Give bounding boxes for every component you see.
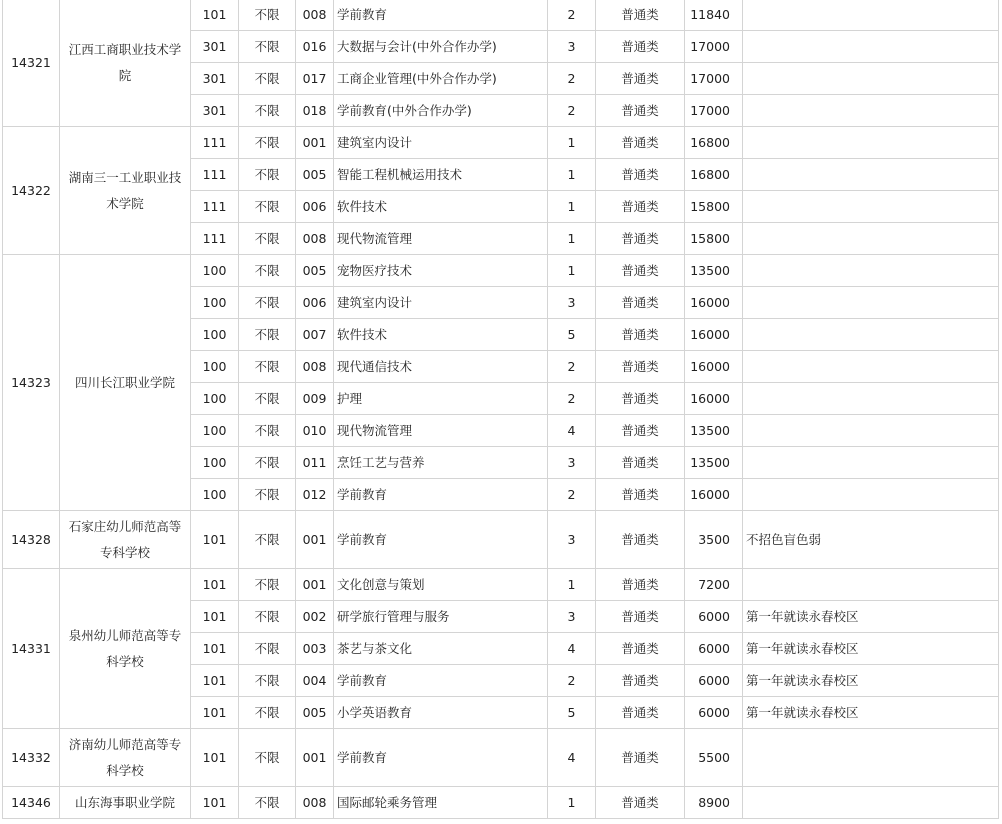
school-name-cell: 泉州幼儿师范高等专科学校 [60,569,191,729]
remark-cell [743,191,999,223]
group-code-cell: 101 [191,0,239,31]
school-name-cell: 济南幼儿师范高等专科学校 [60,729,191,787]
school-name-cell: 石家庄幼儿师范高等专科学校 [60,511,191,569]
table-row [3,729,999,787]
major-name-cell: 小学英语教育 [334,697,548,729]
plan-count-cell: 2 [548,95,596,127]
major-code-cell: 006 [296,191,334,223]
category-cell: 普通类 [596,633,685,665]
group-code-cell: 100 [191,479,239,511]
tuition-fee-cell: 6000 [685,601,743,633]
category-cell: 普通类 [596,729,685,787]
subject-requirement-cell: 不限 [239,633,296,665]
remark-cell [743,569,999,601]
group-code-cell: 101 [191,697,239,729]
major-code-cell: 008 [296,351,334,383]
tuition-fee-cell: 16800 [685,159,743,191]
subject-requirement-cell: 不限 [239,697,296,729]
major-name-cell: 智能工程机械运用技术 [334,159,548,191]
remark-cell: 第一年就读永春校区 [743,697,999,729]
category-cell: 普通类 [596,223,685,255]
major-name-cell: 烹饪工艺与营养 [334,447,548,479]
category-cell: 普通类 [596,383,685,415]
subject-requirement-cell: 不限 [239,447,296,479]
group-code-cell: 100 [191,447,239,479]
category-cell: 普通类 [596,415,685,447]
major-code-cell: 016 [296,31,334,63]
tuition-fee-cell: 6000 [685,697,743,729]
table-row [3,511,999,569]
major-name-cell: 学前教育 [334,0,548,31]
major-name-cell: 国际邮轮乘务管理 [334,787,548,819]
admission-plan-table [2,0,999,819]
major-name-cell: 茶艺与茶文化 [334,633,548,665]
group-code-cell: 301 [191,95,239,127]
remark-cell [743,287,999,319]
major-code-cell: 017 [296,63,334,95]
group-code-cell: 111 [191,223,239,255]
school-code-cell: 14332 [3,729,60,787]
remark-cell [743,729,999,787]
group-code-cell: 101 [191,569,239,601]
major-code-cell: 006 [296,287,334,319]
major-name-cell: 软件技术 [334,191,548,223]
major-code-cell: 005 [296,255,334,287]
subject-requirement-cell: 不限 [239,479,296,511]
school-code-cell: 14328 [3,511,60,569]
category-cell: 普通类 [596,447,685,479]
table-row [3,255,999,287]
remark-cell [743,0,999,31]
major-name-cell: 文化创意与策划 [334,569,548,601]
category-cell: 普通类 [596,511,685,569]
category-cell: 普通类 [596,665,685,697]
subject-requirement-cell: 不限 [239,63,296,95]
school-code-cell: 14323 [3,255,60,511]
plan-count-cell: 2 [548,665,596,697]
tuition-fee-cell: 13500 [685,415,743,447]
major-name-cell: 学前教育 [334,479,548,511]
group-code-cell: 100 [191,319,239,351]
group-code-cell: 100 [191,415,239,447]
category-cell: 普通类 [596,31,685,63]
subject-requirement-cell: 不限 [239,95,296,127]
table-row [3,127,999,159]
major-code-cell: 001 [296,127,334,159]
school-code-cell: 14321 [3,0,60,127]
tuition-fee-cell: 3500 [685,511,743,569]
table-body [3,0,999,819]
major-name-cell: 现代物流管理 [334,415,548,447]
major-code-cell: 005 [296,159,334,191]
remark-cell [743,351,999,383]
school-name-cell: 四川长江职业学院 [60,255,191,511]
major-name-cell: 现代物流管理 [334,223,548,255]
major-code-cell: 003 [296,633,334,665]
major-name-cell: 学前教育 [334,665,548,697]
remark-cell [743,127,999,159]
group-code-cell: 101 [191,633,239,665]
major-code-cell: 007 [296,319,334,351]
major-name-cell: 大数据与会计(中外合作办学) [334,31,548,63]
group-code-cell: 101 [191,511,239,569]
remark-cell [743,31,999,63]
school-name-cell: 湖南三一工业职业技术学院 [60,127,191,255]
subject-requirement-cell: 不限 [239,191,296,223]
category-cell: 普通类 [596,351,685,383]
category-cell: 普通类 [596,191,685,223]
major-name-cell: 护理 [334,383,548,415]
tuition-fee-cell: 16800 [685,127,743,159]
remark-cell [743,319,999,351]
subject-requirement-cell: 不限 [239,0,296,31]
subject-requirement-cell: 不限 [239,159,296,191]
school-name-cell: 山东海事职业学院 [60,787,191,819]
group-code-cell: 111 [191,127,239,159]
tuition-fee-cell: 7200 [685,569,743,601]
remark-cell: 不招色盲色弱 [743,511,999,569]
tuition-fee-cell: 13500 [685,447,743,479]
tuition-fee-cell: 15800 [685,223,743,255]
category-cell: 普通类 [596,569,685,601]
remark-cell: 第一年就读永春校区 [743,665,999,697]
tuition-fee-cell: 8900 [685,787,743,819]
remark-cell: 第一年就读永春校区 [743,601,999,633]
major-name-cell: 建筑室内设计 [334,127,548,159]
category-cell: 普通类 [596,287,685,319]
remark-cell [743,447,999,479]
plan-count-cell: 2 [548,0,596,31]
plan-count-cell: 4 [548,729,596,787]
category-cell: 普通类 [596,255,685,287]
major-name-cell: 学前教育(中外合作办学) [334,95,548,127]
plan-count-cell: 1 [548,255,596,287]
subject-requirement-cell: 不限 [239,665,296,697]
major-name-cell: 建筑室内设计 [334,287,548,319]
tuition-fee-cell: 16000 [685,479,743,511]
plan-count-cell: 1 [548,569,596,601]
group-code-cell: 101 [191,729,239,787]
remark-cell [743,383,999,415]
table-row [3,569,999,601]
subject-requirement-cell: 不限 [239,383,296,415]
plan-count-cell: 3 [548,31,596,63]
tuition-fee-cell: 11840 [685,0,743,31]
school-code-cell: 14322 [3,127,60,255]
school-name-cell: 江西工商职业技术学院 [60,0,191,127]
group-code-cell: 100 [191,351,239,383]
remark-cell [743,95,999,127]
plan-count-cell: 2 [548,479,596,511]
remark-cell [743,787,999,819]
group-code-cell: 301 [191,63,239,95]
group-code-cell: 111 [191,159,239,191]
group-code-cell: 100 [191,255,239,287]
subject-requirement-cell: 不限 [239,255,296,287]
remark-cell: 第一年就读永春校区 [743,633,999,665]
major-code-cell: 004 [296,665,334,697]
plan-count-cell: 3 [548,287,596,319]
subject-requirement-cell: 不限 [239,601,296,633]
major-code-cell: 008 [296,0,334,31]
category-cell: 普通类 [596,159,685,191]
major-code-cell: 008 [296,787,334,819]
subject-requirement-cell: 不限 [239,569,296,601]
tuition-fee-cell: 16000 [685,383,743,415]
major-name-cell: 宠物医疗技术 [334,255,548,287]
plan-count-cell: 2 [548,351,596,383]
tuition-fee-cell: 15800 [685,191,743,223]
subject-requirement-cell: 不限 [239,223,296,255]
plan-count-cell: 1 [548,159,596,191]
tuition-fee-cell: 17000 [685,31,743,63]
tuition-fee-cell: 17000 [685,63,743,95]
category-cell: 普通类 [596,787,685,819]
group-code-cell: 100 [191,383,239,415]
subject-requirement-cell: 不限 [239,511,296,569]
table-row [3,0,999,31]
remark-cell [743,159,999,191]
plan-count-cell: 1 [548,787,596,819]
major-code-cell: 001 [296,729,334,787]
tuition-fee-cell: 16000 [685,351,743,383]
subject-requirement-cell: 不限 [239,127,296,159]
remark-cell [743,479,999,511]
plan-count-cell: 4 [548,415,596,447]
major-code-cell: 009 [296,383,334,415]
subject-requirement-cell: 不限 [239,351,296,383]
group-code-cell: 100 [191,287,239,319]
tuition-fee-cell: 6000 [685,665,743,697]
major-name-cell: 研学旅行管理与服务 [334,601,548,633]
category-cell: 普通类 [596,479,685,511]
major-code-cell: 002 [296,601,334,633]
subject-requirement-cell: 不限 [239,287,296,319]
plan-count-cell: 3 [548,447,596,479]
category-cell: 普通类 [596,63,685,95]
group-code-cell: 101 [191,665,239,697]
major-code-cell: 011 [296,447,334,479]
category-cell: 普通类 [596,0,685,31]
table-row [3,787,999,819]
major-name-cell: 工商企业管理(中外合作办学) [334,63,548,95]
group-code-cell: 101 [191,601,239,633]
major-code-cell: 010 [296,415,334,447]
remark-cell [743,63,999,95]
remark-cell [743,223,999,255]
plan-count-cell: 1 [548,127,596,159]
tuition-fee-cell: 5500 [685,729,743,787]
category-cell: 普通类 [596,601,685,633]
group-code-cell: 111 [191,191,239,223]
remark-cell [743,415,999,447]
group-code-cell: 101 [191,787,239,819]
plan-count-cell: 5 [548,319,596,351]
school-code-cell: 14346 [3,787,60,819]
major-code-cell: 005 [296,697,334,729]
tuition-fee-cell: 16000 [685,287,743,319]
plan-count-cell: 2 [548,63,596,95]
plan-count-cell: 1 [548,191,596,223]
plan-count-cell: 4 [548,633,596,665]
major-code-cell: 001 [296,511,334,569]
plan-count-cell: 2 [548,383,596,415]
subject-requirement-cell: 不限 [239,787,296,819]
tuition-fee-cell: 6000 [685,633,743,665]
subject-requirement-cell: 不限 [239,729,296,787]
tuition-fee-cell: 16000 [685,319,743,351]
category-cell: 普通类 [596,95,685,127]
plan-count-cell: 3 [548,601,596,633]
category-cell: 普通类 [596,319,685,351]
subject-requirement-cell: 不限 [239,415,296,447]
category-cell: 普通类 [596,697,685,729]
subject-requirement-cell: 不限 [239,31,296,63]
plan-count-cell: 5 [548,697,596,729]
school-code-cell: 14331 [3,569,60,729]
major-name-cell: 学前教育 [334,729,548,787]
major-name-cell: 现代通信技术 [334,351,548,383]
major-code-cell: 012 [296,479,334,511]
subject-requirement-cell: 不限 [239,319,296,351]
group-code-cell: 301 [191,31,239,63]
plan-count-cell: 1 [548,223,596,255]
major-code-cell: 008 [296,223,334,255]
tuition-fee-cell: 13500 [685,255,743,287]
major-name-cell: 学前教育 [334,511,548,569]
category-cell: 普通类 [596,127,685,159]
major-code-cell: 001 [296,569,334,601]
remark-cell [743,255,999,287]
tuition-fee-cell: 17000 [685,95,743,127]
major-code-cell: 018 [296,95,334,127]
major-name-cell: 软件技术 [334,319,548,351]
plan-count-cell: 3 [548,511,596,569]
